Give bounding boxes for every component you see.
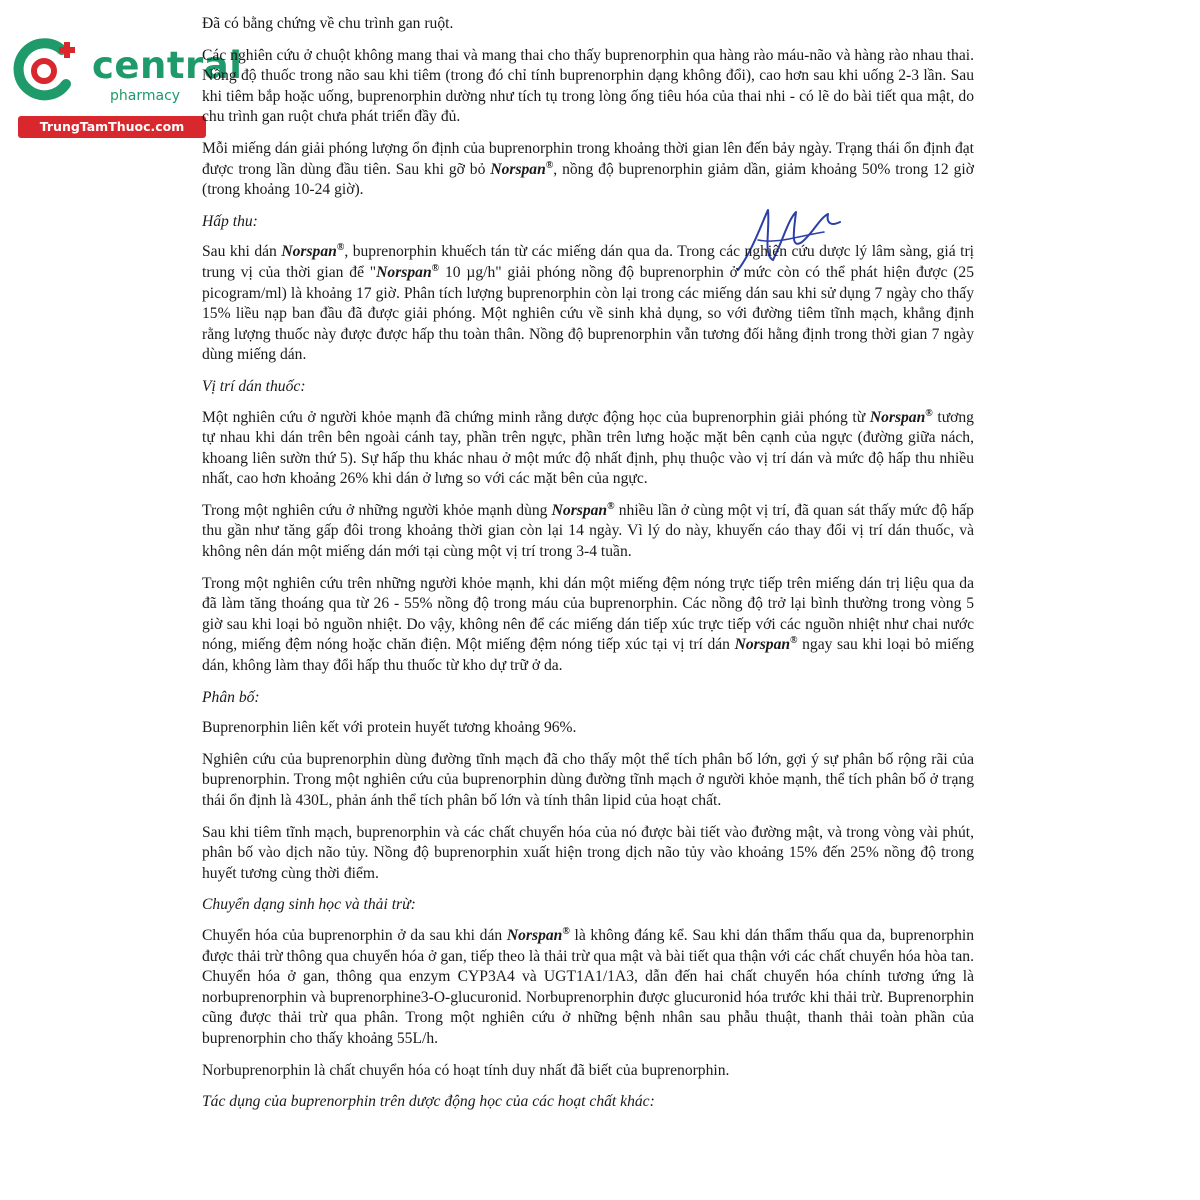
paragraph: Sau khi tiêm tĩnh mạch, buprenorphin và các chất chuyển hóa của nó được bài tiết vào đường mật, và trong vòng vài phút, phân bố vào dịch não tủy. Nồng độ buprenorphin xuất hiện trong dịch não tủy vào khoảng 15% đến 25% nồng độ trong huyết tương cùng thời điểm. bbox=[202, 823, 974, 882]
paragraph: Đã có bằng chứng về chu trình gan ruột. bbox=[202, 15, 454, 32]
central-pharmacy-logo bbox=[10, 36, 243, 136]
brand-name: Norspan bbox=[869, 408, 926, 426]
section-heading: Vị trí dán thuốc: bbox=[202, 377, 306, 395]
logo-subtitle: pharmacy bbox=[110, 88, 181, 104]
section-heading: Phân bố: bbox=[202, 688, 260, 706]
paragraph: Norbuprenorphin là chất chuyển hóa có hoạt tính duy nhất đã biết của buprenorphin. bbox=[202, 1061, 730, 1079]
paragraph: Các nghiên cứu ở chuột không mang thai và mang thai cho thấy buprenorphin qua hàng rào máu-não và hàng rào nhau thai. Nồng độ thuốc trong não sau khi tiêm (trong đó chỉ tính buprenorphin dạng không đổi), cao hơn sau khi uống 2-3 lần. Sau khi tiêm bắp hoặc uống, buprenorphin dường như tích tụ trong lòng ống tiêu hóa của thai nhi - có lẽ do bài tiết qua mật, do chu trình gan ruột chưa phát triển đầy đủ. bbox=[202, 46, 974, 126]
section-heading: Tác dụng của buprenorphin trên dược động học của các hoạt chất khác: bbox=[202, 1093, 655, 1111]
paragraph: Một nghiên cứu ở người khỏe mạnh đã chứng minh rằng dược động học của buprenorphin giải phóng từ Norspan® tương tự nhau khi dán trên bên ngoài cánh tay, phần trên ngực, phần trên lưng hoặc mặt bên cạnh của ngực (đường giữa nách, khoang liên sườn thứ 5). Sự hấp thu khác nhau ở một mức độ nhất định, phụ thuộc vào vị trí dán và mức độ hấp thu nhiều nhất, cao hơn khoảng 26% khi dán ở lưng so với các mặt bên của ngực. bbox=[202, 407, 974, 488]
paragraph: Nghiên cứu của buprenorphin dùng đường tĩnh mạch đã cho thấy một thể tích phân bố lớn, gợi ý sự phân bố rộng rãi của buprenorphin. Trong một nghiên cứu của buprenorphin dùng đường tĩnh mạch ở người khỏe mạnh, thể tích phân bố ở trạng thái ổn định là 430L, phản ánh thể tích phân bố lớn và tính thân lipid của hoạt chất. bbox=[202, 750, 974, 809]
paragraph: Trong một nghiên cứu ở những người khỏe mạnh dùng Norspan® nhiều lần ở cùng một vị trí, đã quan sát thấy mức độ hấp thu gần như tăng gấp đôi trong khoảng thời gian còn lại 14 ngày. Vì lý do này, khuyến cáo thay đổi vị trí dán thuốc, và không nên dán một miếng dán mới tại cùng một vị trí trong 3-4 tuần. bbox=[202, 500, 974, 561]
paragraph: Mỗi miếng dán giải phóng lượng ổn định của buprenorphin trong khoảng thời gian lên đến bảy ngày. Trạng thái ổn định đạt được trong lần dùng đầu tiên. Sau khi gỡ bỏ Norspan®, nồng độ buprenorphin giảm dần, giảm khoảng 50% trong 12 giờ (trong khoảng 10-24 giờ). bbox=[202, 139, 974, 199]
logo-wordmark: central bbox=[92, 44, 243, 87]
brand-name: Norspan bbox=[551, 501, 608, 519]
section-heading: Chuyển dạng sinh học và thải trừ: bbox=[202, 896, 416, 914]
section-heading: Hấp thu: bbox=[202, 212, 258, 230]
paragraph: Trong một nghiên cứu trên những người khỏe mạnh, khi dán một miếng đệm nóng trực tiếp trên miếng dán trị liệu qua da đã làm tăng thoáng qua từ 26 - 55% nồng độ trong máu của buprenorphin. Các nồng độ trở lại bình thường trong vòng 5 giờ sau khi loại bỏ nguồn nhiệt. Do vậy, không nên để các miếng dán tiếp xúc trực tiếp với các nguồn nhiệt như chai nước nóng, miếng đệm nóng hoặc chăn điện. Một miếng đệm nóng tiếp xúc tại vị trí dán Norspan® ngay sau khi loại bỏ miếng dán, không làm thay đổi hấp thu thuốc từ kho dự trữ ở da. bbox=[202, 574, 974, 675]
brand-name: Norspan bbox=[490, 160, 546, 178]
paragraph: Chuyển hóa của buprenorphin ở da sau khi dán Norspan® là không đáng kể. Sau khi dán thẩm thấu qua da, buprenorphin được thải trừ thông qua chuyển hóa ở gan, tiếp theo là thải trừ qua mật và bài tiết qua thận với các chất chuyển hóa hòa tan. Chuyển hóa ở gan, thông qua enzym CYP3A4 và UGT1A1/1A3, dẫn đến hai chất chuyển hóa chính tương ứng là norbuprenorphin và buprenorphine3-O-glucuronid. Norbuprenorphin được glucuronid hóa trước khi thải trừ. Buprenorphin cũng được thải trừ qua phân. Trong một nghiên cứu ở những bệnh nhân sau phẫu thuật, thanh thải toàn phần của buprenorphin cho thấy khoảng 55L/h. bbox=[202, 925, 974, 1047]
logo-banner: TrungTamThuoc.com bbox=[18, 116, 206, 138]
brand-name: Norspan bbox=[376, 263, 432, 281]
paragraph: Sau khi dán Norspan®, buprenorphin khuếch tán từ các miếng dán qua da. Trong các nghiên cứu dược lý lâm sàng, giá trị trung vị của thời gian để "Norspan® 10 µg/h" giải phóng nồng độ buprenorphin ở mức còn có thể phát hiện được (25 picogram/ml) là khoảng 17 giờ. Phân tích lượng buprenorphin còn lại trong các miếng dán sau khi sử dụng 7 ngày cho thấy 15% liều nạp ban đầu đã được giải phóng. Một nghiên cứu về sinh khả dụng, so với đường tiêm tĩnh mạch, khẳng định rằng lượng thuốc này được được hấp thu toàn thân. Nồng độ buprenorphin vẫn tương đối hằng định trong thời gian 7 ngày dùng miếng dán. bbox=[202, 242, 974, 364]
paragraph: Buprenorphin liên kết với protein huyết tương khoảng 96%. bbox=[202, 719, 577, 737]
brand-name: Norspan bbox=[506, 926, 563, 944]
brand-name: Norspan bbox=[281, 243, 337, 261]
pharmacy-c-logo-icon bbox=[10, 36, 80, 106]
document-body bbox=[202, 14, 974, 1123]
brand-name: Norspan bbox=[734, 636, 791, 654]
